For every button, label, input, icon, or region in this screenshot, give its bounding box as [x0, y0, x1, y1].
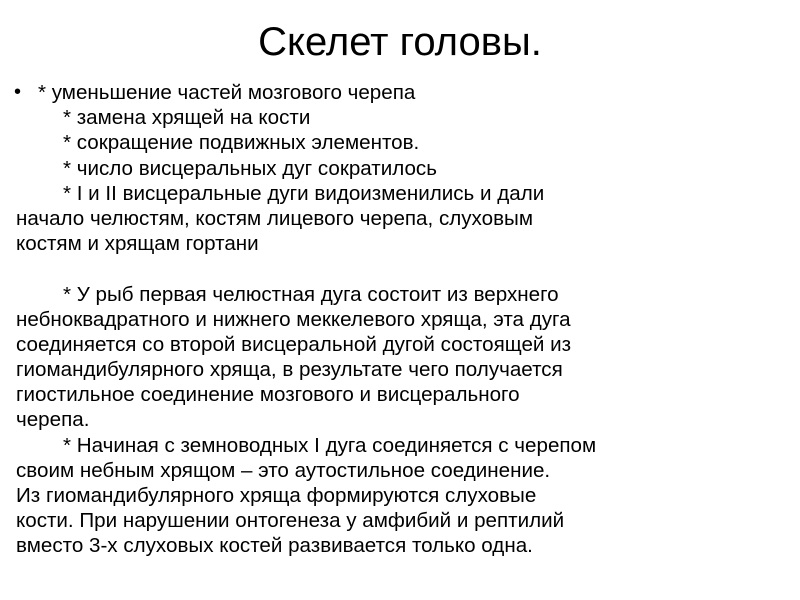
text-line: своим небным хрящом – это аутостильное соединение. — [16, 458, 551, 482]
text-line: Из гиомандибулярного хряща формируются слуховые — [16, 484, 537, 507]
text-line: * уменьшение частей мозгового черепа — [38, 81, 416, 104]
text-line: * Начиная с земноводных I дуга соединяется с черепом — [63, 433, 597, 457]
text-line: * замена хрящей на кости — [63, 106, 311, 130]
text-line: гиомандибулярного хряща, в результате чего получается — [16, 358, 563, 382]
text-line: вместо 3-х слуховых костей развивается только одна. — [16, 534, 533, 558]
text-line: * сокращение подвижных элементов. — [63, 131, 420, 155]
text-line: кости. При нарушении онтогенеза у амфибий и рептилий — [16, 509, 565, 533]
text-line: костям и хрящам гортани — [16, 232, 259, 256]
text-line: соединяется со второй висцеральной дугой состоящей из — [16, 332, 572, 356]
slide-body-text — [16, 80, 788, 559]
text-line: черепа. — [16, 408, 90, 432]
blank-line — [38, 256, 788, 281]
text-line: * I и II висцеральные дуги видоизменились и дали — [63, 181, 545, 205]
slide-title: Скелет головы. — [258, 20, 542, 64]
text-line: * У рыб первая челюстная дуга состоит из верхнего — [63, 282, 559, 306]
text-line: небноквадратного и нижнего меккелевого хряща, эта дуга — [16, 307, 571, 331]
text-line: гиостильное соединение мозгового и висцерального — [16, 383, 520, 407]
bullet-marker: • — [14, 81, 22, 103]
text-line: * число висцеральных дуг сократилось — [63, 156, 437, 180]
text-line: начало челюстям, костям лицевого черепа, слуховым — [16, 206, 533, 230]
